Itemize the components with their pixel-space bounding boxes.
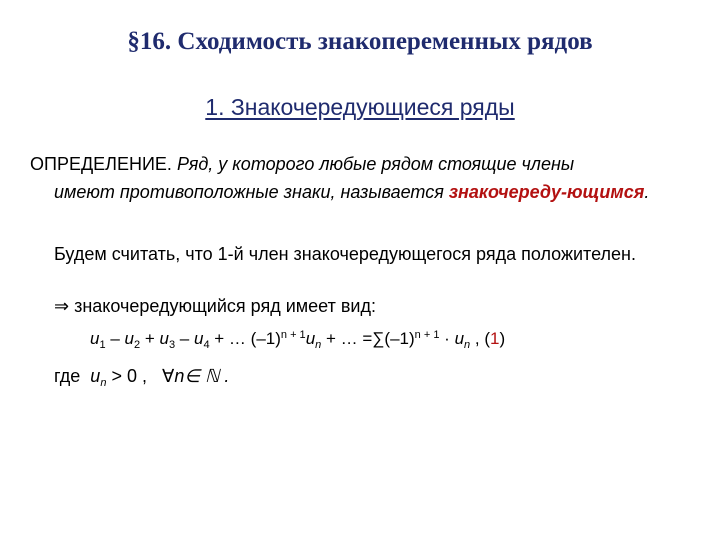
page-title: §16. Сходимость знакопеременных рядов [127, 28, 593, 55]
where-label: где [54, 366, 81, 386]
definition-text-line1: Ряд, у которого любые рядом стоящие члены [176, 154, 575, 174]
formula-index-n: n [315, 339, 322, 351]
formula-u2: u [124, 329, 134, 348]
formula-index: 2 [133, 339, 141, 351]
where-condition [54, 366, 229, 389]
where-membership: n∈ ℕ . [174, 366, 230, 386]
formula-paren-open: , ( [470, 329, 490, 348]
formula-number: 1 [490, 329, 500, 348]
formula-index-n: n [464, 339, 471, 351]
formula-dot: · [439, 329, 455, 348]
formula-index: 4 [203, 339, 210, 351]
formula-index: 3 [168, 339, 176, 351]
definition-term: знакочереду-ющимся [448, 182, 645, 202]
assumption-paragraph: Будем считать, что 1-й член знакочередующегося ряда положителен. [54, 244, 636, 264]
where-cond: > 0 , [106, 366, 147, 386]
formula-exponent: n + 1 [280, 329, 306, 341]
definition-paragraph [30, 150, 694, 206]
formula-index: 1 [99, 339, 106, 351]
formula-op: – [105, 329, 125, 348]
definition-label: ОПРЕДЕЛЕНИЕ. [30, 154, 172, 174]
section-subtitle: 1. Знакочередующиеся ряды [205, 94, 515, 120]
formula-u3: u [159, 329, 169, 348]
formula-un: u [305, 329, 316, 348]
formula-u4: u [193, 329, 204, 348]
definition-text-rest: имеют противоположные знаки, называется [54, 182, 444, 202]
formula-dots: + … (–1) [209, 329, 281, 348]
formula-exponent: n + 1 [414, 329, 440, 341]
where-index-n: n [100, 377, 107, 389]
forall-symbol: ∀ [161, 366, 175, 386]
series-formula [90, 329, 505, 351]
formula-op: + [140, 329, 160, 348]
formula-op: – [175, 329, 194, 348]
definition-end: . [644, 182, 650, 202]
where-u: u [90, 366, 101, 386]
formula-paren-close: ) [499, 329, 506, 348]
implies-line: ⇒ знакочередующийся ряд имеет вид: [54, 296, 376, 316]
formula-sum: + … =∑(–1) [321, 329, 415, 348]
formula-u1: u [90, 329, 100, 348]
formula-un2: u [454, 329, 465, 348]
